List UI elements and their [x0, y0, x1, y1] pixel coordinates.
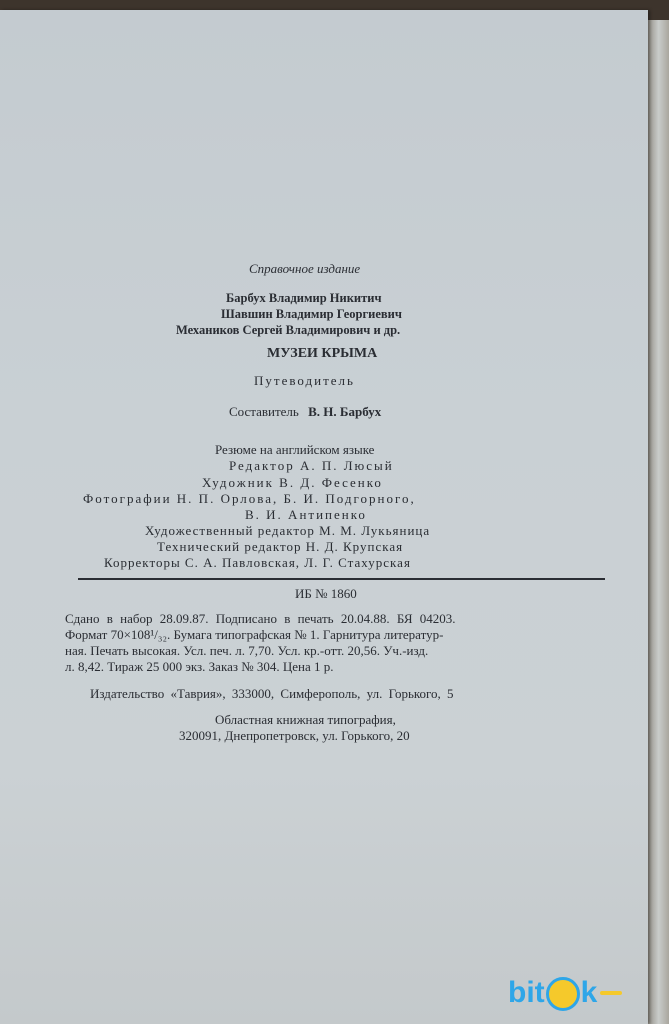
credit-photos: Фотографии Н. П. Орлова, Б. И. Подгорного, — [83, 491, 416, 506]
author-1: Барбух Владимир Никитич — [226, 291, 382, 305]
watermark-text-b: k — [580, 976, 598, 1009]
imprint-line-1: Сдано в набор 28.09.87. Подписано в печать 20.04.88. БЯ 04203. — [65, 611, 456, 626]
compiler-name: В. Н. Барбух — [308, 404, 382, 419]
credit-proofreaders: Корректоры С. А. Павловская, Л. Г. Стахурская — [104, 555, 411, 570]
watermark-text-a: bit — [508, 976, 545, 1009]
separator-rule — [78, 578, 605, 580]
compiler-line — [229, 404, 381, 420]
series-label: Справочное издание — [249, 261, 361, 276]
printer-line-1: Областная книжная типография, — [215, 712, 396, 727]
credit-photos-cont: В. И. Антипенко — [245, 507, 367, 522]
book-subtitle: Путеводитель — [254, 373, 355, 388]
ib-number: ИБ № 1860 — [295, 586, 357, 601]
book-title: МУЗЕИ КРЫМА — [267, 346, 378, 361]
credit-resume: Резюме на английском языке — [215, 442, 375, 457]
watermark-logo — [508, 972, 658, 1014]
publisher-address: Издательство «Таврия», 333000, Симферополь, ул. Горького, 5 — [90, 686, 454, 701]
credit-artist: Художник В. Д. Фесенко — [202, 475, 383, 490]
imprint-line-3: ная. Печать высокая. Усл. печ. л. 7,70. Усл. кр.-отт. 20,56. Уч.-изд. — [65, 643, 429, 658]
author-2: Шавшин Владимир Георгиевич — [221, 307, 402, 321]
compiler-label: Составитель — [229, 404, 299, 419]
imprint-line-2: Формат 70×108¹/₃₂. Бумага типографская № 1. Гарнитура литератур- — [65, 627, 444, 642]
credit-editor: Редактор А. П. Люсый — [229, 458, 394, 473]
credit-art-editor: Художественный редактор М. М. Лукьяница — [145, 523, 431, 538]
book-page — [0, 10, 648, 1024]
imprint-line-4: л. 8,42. Тираж 25 000 экз. Заказ № 304. Цена 1 р. — [65, 659, 334, 674]
author-3: Механиков Сергей Владимирович и др. — [176, 323, 401, 337]
printer-line-2: 320091, Днепропетровск, ул. Горького, 20 — [179, 728, 410, 743]
coin-icon — [546, 977, 580, 1011]
credit-tech-editor: Технический редактор Н. Д. Крупская — [157, 539, 404, 554]
swoosh-icon — [600, 991, 622, 995]
